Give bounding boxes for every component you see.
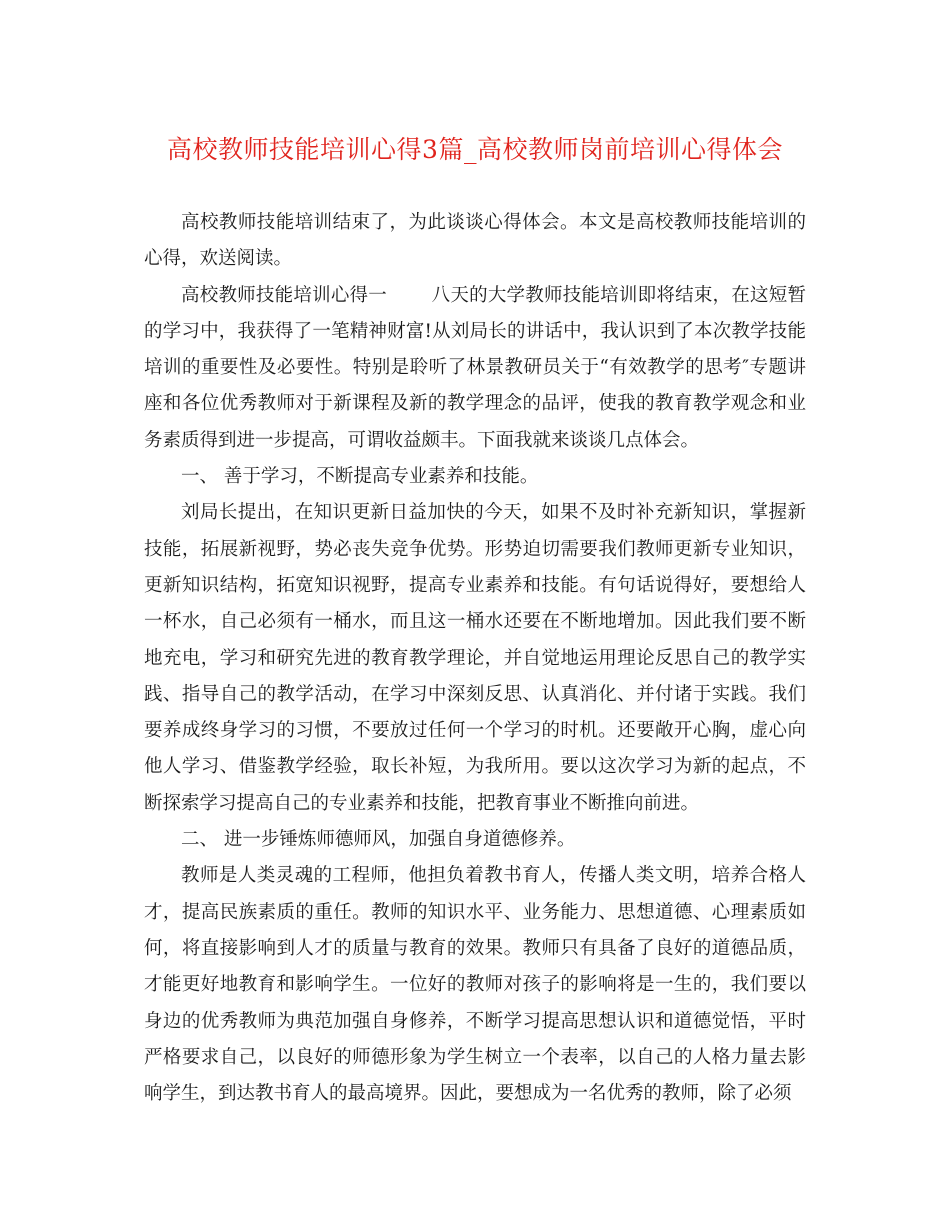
paragraph-text: 一、 善于学习，不断提高专业素养和技能。 (181, 466, 539, 488)
paragraph-text: 高校教师技能培训结束了，为此谈谈心得体会。本文是高校教师技能培训的心得，欢送阅读。 (144, 212, 806, 270)
point-two-paragraph (144, 858, 806, 1112)
paragraph-text: 刘局长提出，在知识更新日益加快的今天，如果不及时补充新知识，掌握新技能，拓展新视野，势必丧失竞争优势。形势迫切需要我们教师更新专业知识，更新知识结构，拓宽知识视野，提高专业素养和技能。有句话说得好，要想给人一杯水，自己必须有一桶水，而且这一桶水还要在不断地增加。因此我们要不断地充电，学习和研究先进的教育教学理论，并自觉地运用理论反思自己的教学实践、指导自己的教学活动，在学习中深刻反思、认真消化、并付诸于实践。我们要养成终身学习的习惯，不要放过任何一个学习的时机。还要敞开心胸，虚心向他人学习、借鉴教学经验，取长补短，为我所用。要以这次学习为新的起点，不断探索学习提高自己的专业素养和技能，把教育事业不断推向前进。 (144, 502, 806, 814)
paragraph-text: 二、 进一步锤炼师德师风，加强自身道德修养。 (181, 829, 576, 851)
document-body (144, 205, 806, 1112)
document-title: 高校教师技能培训心得3篇_高校教师岗前培训心得体会 (167, 135, 783, 164)
section-one-intro-paragraph (144, 278, 806, 459)
paragraph-text: 八天的大学教师技能培训即将结束，在这短暂的学习中，我获得了一笔精神财富!从刘局长的讲话中，我认识到了本次教学技能培训的重要性及必要性。特别是聆听了林景教研员关于“有效教学的思考″专题讲座和各位优秀教师对于新课程及新的教学理念的品评，使我的教育教学观念和业务素质得到进一步提高，可谓收益颇丰。下面我就来谈谈几点体会。 (144, 284, 806, 451)
point-two-heading (144, 822, 806, 858)
point-one-paragraph (144, 495, 806, 822)
point-one-heading (144, 459, 806, 495)
intro-paragraph (144, 205, 806, 278)
section-heading: 高校教师技能培训心得一 (181, 284, 388, 306)
paragraph-text: 教师是人类灵魂的工程师，他担负着教书育人，传播人类文明，培养合格人才，提高民族素质的重任。教师的知识水平、业务能力、思想道德、心理素质如何，将直接影响到人才的质量与教育的效果。教师只有具备了良好的道德品质，才能更好地教育和影响学生。一位好的教师对孩子的影响将是一生的，我们要以身边的优秀教师为典范加强自身修养，不断学习提高思想认识和道德觉悟，平时严格要求自己，以良好的师德形象为学生树立一个表率，以自己的人格力量去影响学生，到达教书育人的最高境界。因此，要想成为一名优秀的教师，除了必须 (144, 865, 806, 1105)
